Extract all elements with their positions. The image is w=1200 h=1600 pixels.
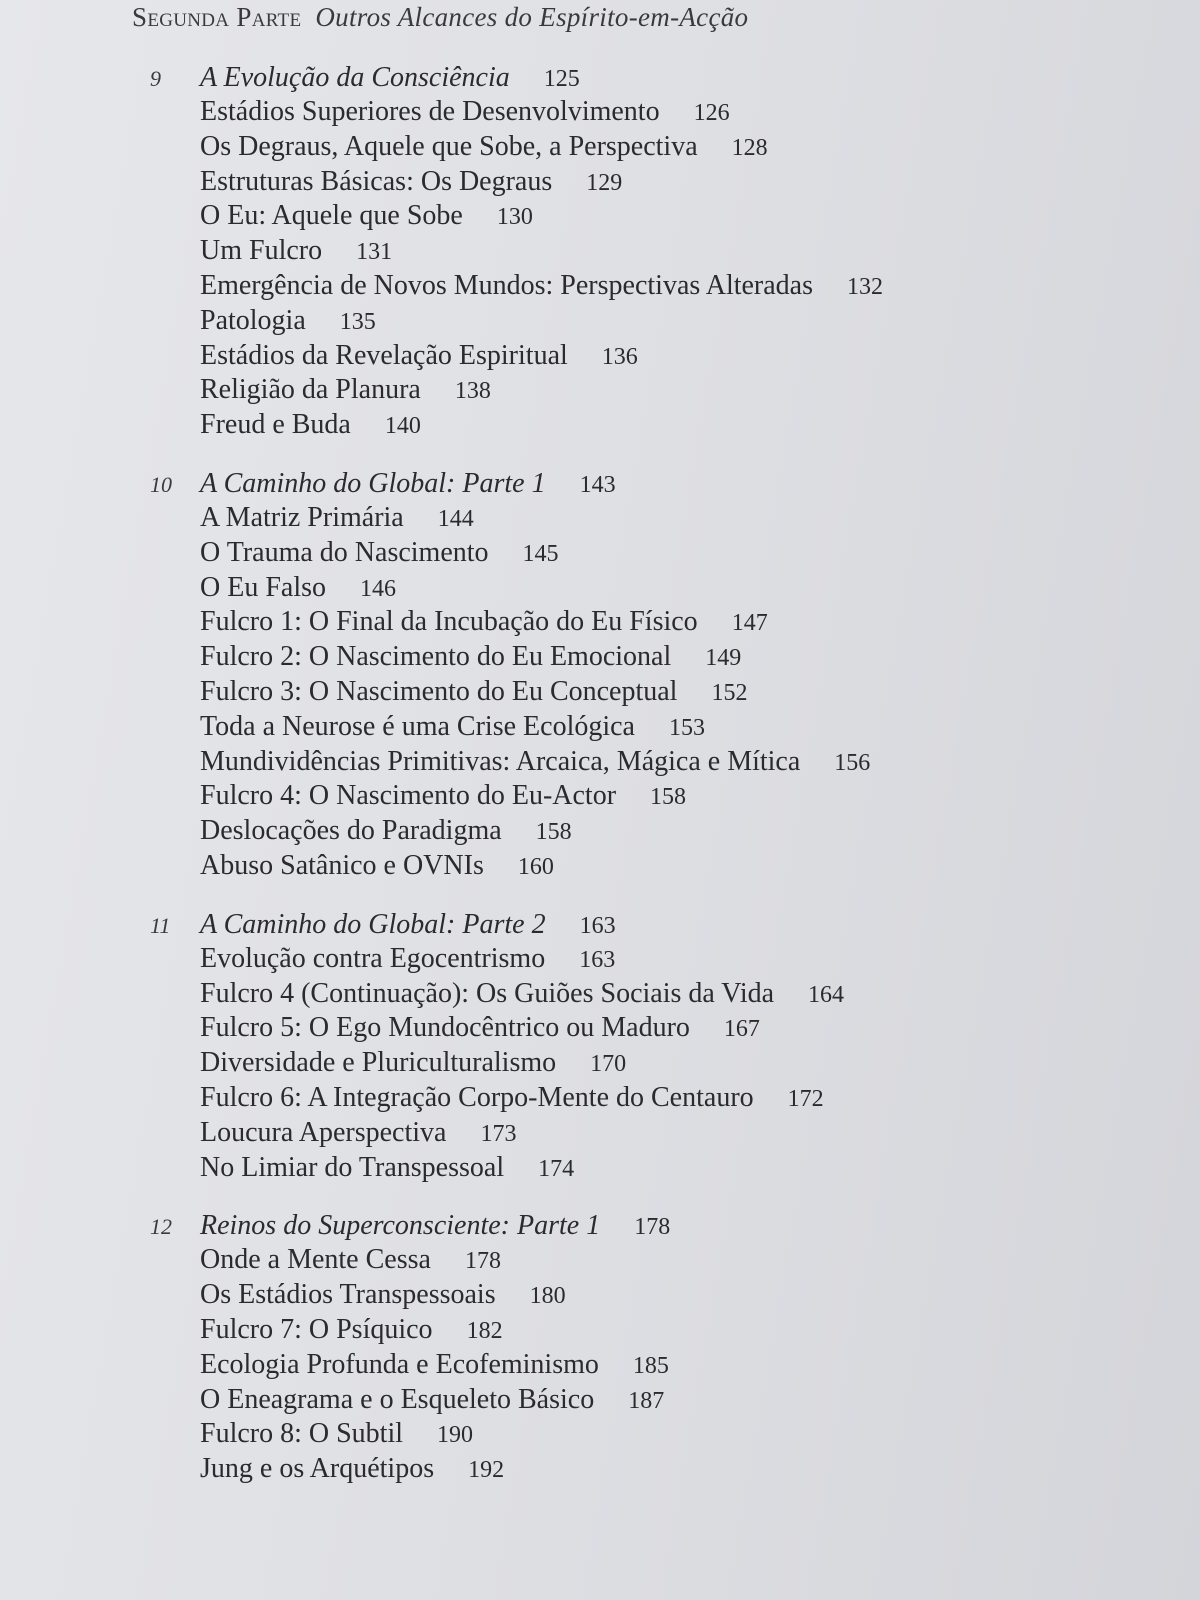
section-title: Fulcro 8: O Subtil (200, 1418, 404, 1450)
running-head (132, 2, 748, 33)
toc-entry (200, 572, 1050, 607)
chapter-number: 10 (150, 471, 172, 497)
toc-entry (200, 641, 1050, 676)
section-page-number: 149 (705, 645, 742, 672)
section-page-number: 138 (454, 378, 491, 405)
section-title: Fulcro 4: O Nascimento do Eu-Actor (200, 780, 617, 812)
toc-entry (200, 200, 1050, 235)
section-page-number: 190 (437, 1422, 474, 1449)
toc-entry (200, 850, 1050, 885)
section-page-number: 167 (723, 1016, 760, 1043)
chapter-page-number: 178 (634, 1214, 671, 1241)
section-title: Deslocações do Paradigma (200, 815, 502, 847)
toc-entry (200, 1244, 1050, 1279)
section-page-number: 140 (384, 413, 421, 440)
section-list (200, 502, 1050, 885)
section-title: Fulcro 2: O Nascimento do Eu Emocional (200, 641, 672, 673)
section-page-number: 173 (480, 1120, 517, 1147)
toc-entry (200, 746, 1050, 781)
section-page-number: 158 (535, 819, 572, 846)
section-title: Mundividências Primitivas: Arcaica, Mágica e Mítica (200, 745, 801, 777)
section-page-number: 160 (517, 853, 554, 880)
toc-entry (200, 978, 1050, 1013)
section-page-number: 187 (628, 1387, 665, 1414)
toc-entry (200, 1152, 1050, 1187)
toc-entry (200, 270, 1050, 305)
toc-entry (200, 96, 1050, 131)
chapter-number: 11 (150, 912, 171, 938)
section-page-number: 129 (586, 169, 623, 196)
chapter-heading (150, 909, 1050, 943)
chapter-page-number: 125 (543, 66, 580, 92)
toc-entry (200, 235, 1050, 270)
section-title: Fulcro 5: O Ego Mundocêntrico ou Maduro (200, 1012, 690, 1044)
section-page-number: 174 (538, 1155, 575, 1182)
toc-entry (200, 1117, 1050, 1152)
chapter-block (150, 1210, 1050, 1488)
section-title: Os Degraus, Aquele que Sobe, a Perspectiva (200, 130, 698, 162)
chapter-number: 12 (150, 1214, 172, 1240)
toc-entry (200, 1453, 1050, 1488)
toc-entry (200, 711, 1050, 746)
section-title: Diversidade e Pluriculturalismo (200, 1047, 557, 1079)
section-page-number: 146 (360, 575, 396, 602)
section-title: Jung e os Arquétipos (200, 1453, 435, 1485)
section-list (200, 96, 1050, 444)
toc-entry (200, 166, 1050, 201)
toc-entry (200, 1082, 1050, 1117)
toc-entry (200, 537, 1050, 572)
section-title: Estruturas Básicas: Os Degraus (200, 165, 553, 197)
toc-entry (200, 815, 1050, 850)
chapter-page-number: 163 (579, 912, 616, 939)
section-page-number: 130 (496, 204, 533, 231)
toc-entry (200, 409, 1050, 444)
toc-entry (200, 1384, 1050, 1419)
toc-entry (200, 943, 1050, 978)
toc-entry (200, 305, 1050, 340)
section-title: O Eneagrama e o Esqueleto Básico (200, 1383, 595, 1415)
toc-entry (200, 1314, 1050, 1349)
section-title: Fulcro 6: A Integração Corpo-Mente do Centauro (200, 1081, 754, 1113)
section-page-number: 152 (711, 679, 748, 706)
section-title: Os Estádios Transpessoais (200, 1279, 496, 1311)
section-title: Abuso Satânico e OVNIs (200, 849, 484, 881)
section-title: Fulcro 1: O Final da Incubação do Eu Físico (200, 606, 698, 638)
toc-entry (200, 1418, 1050, 1453)
section-title: A Matriz Primária (200, 501, 404, 533)
section-page-number: 128 (731, 134, 768, 161)
section-title: Estádios da Revelação Espiritual (200, 339, 568, 371)
table-of-contents (150, 62, 1050, 1512)
section-title: O Eu: Aquele que Sobe (200, 200, 463, 232)
chapter-block (150, 909, 1050, 1187)
chapter-title: A Caminho do Global: Parte 2 (200, 908, 546, 940)
section-title: Freud e Buda (200, 409, 351, 441)
section-title: Fulcro 4 (Continuação): Os Guiões Sociais da Vida (200, 977, 775, 1009)
toc-entry (200, 374, 1050, 409)
section-title: No Limiar do Transpessoal (200, 1151, 505, 1183)
section-title: Patologia (200, 304, 306, 336)
chapter-number: 9 (150, 66, 161, 91)
section-page-number: 156 (834, 749, 871, 776)
section-page-number: 172 (787, 1085, 824, 1112)
section-page-number: 178 (464, 1248, 501, 1275)
toc-entry (200, 606, 1050, 641)
section-page-number: 170 (590, 1051, 627, 1078)
section-title: Fulcro 3: O Nascimento do Eu Conceptual (200, 675, 678, 707)
toc-entry (200, 502, 1050, 537)
section-page-number: 145 (522, 540, 559, 567)
section-page-number: 147 (731, 610, 768, 637)
section-page-number: 185 (632, 1352, 669, 1379)
section-page-number: 132 (847, 273, 884, 300)
toc-entry (200, 1012, 1050, 1047)
chapter-block (150, 468, 1050, 885)
toc-entry (200, 1349, 1050, 1384)
section-title: Toda a Neurose é uma Crise Ecológica (200, 710, 635, 742)
section-title: Fulcro 7: O Psíquico (200, 1313, 433, 1345)
chapter-block (150, 62, 1050, 444)
section-page-number: 180 (529, 1283, 566, 1310)
section-page-number: 182 (466, 1317, 503, 1344)
section-page-number: 192 (468, 1457, 505, 1484)
chapter-title: A Evolução da Consciência (200, 62, 510, 93)
section-title: Emergência de Novos Mundos: Perspectivas Alteradas (200, 269, 814, 301)
toc-entry (200, 340, 1050, 375)
section-page-number: 131 (356, 239, 393, 266)
section-title: O Eu Falso (200, 571, 326, 603)
chapter-heading (150, 468, 1050, 502)
part-label: Segunda Parte (132, 2, 302, 32)
section-title: Loucura Aperspectiva (200, 1116, 447, 1148)
section-title: Um Fulcro (200, 235, 323, 267)
section-page-number: 158 (650, 784, 687, 811)
section-page-number: 135 (339, 308, 376, 335)
toc-entry (200, 780, 1050, 815)
section-title: Evolução contra Egocentrismo (200, 942, 546, 974)
toc-entry (200, 676, 1050, 711)
section-title: O Trauma do Nascimento (200, 536, 489, 568)
section-page-number: 144 (437, 505, 474, 532)
toc-entry (200, 131, 1050, 166)
section-page-number: 136 (601, 343, 638, 370)
toc-entry (200, 1279, 1050, 1314)
chapter-title: Reinos do Superconsciente: Parte 1 (200, 1210, 601, 1242)
section-list (200, 1244, 1050, 1488)
section-title: Ecologia Profunda e Ecofeminismo (200, 1348, 599, 1380)
section-page-number: 164 (808, 981, 845, 1008)
section-page-number: 126 (693, 100, 730, 126)
toc-entry (200, 1047, 1050, 1082)
chapter-heading (150, 1210, 1050, 1244)
section-title: Onde a Mente Cessa (200, 1244, 431, 1276)
section-title: Religião da Planura (200, 374, 421, 406)
part-subtitle: Outros Alcances do Espírito-em-Acção (315, 2, 749, 32)
chapter-title: A Caminho do Global: Parte 1 (200, 467, 546, 499)
chapter-page-number: 143 (579, 471, 616, 498)
section-title: Estádios Superiores de Desenvolvimento (200, 96, 660, 127)
section-page-number: 163 (579, 946, 616, 973)
section-page-number: 153 (668, 714, 705, 741)
section-list (200, 943, 1050, 1187)
chapter-heading (150, 62, 1050, 96)
